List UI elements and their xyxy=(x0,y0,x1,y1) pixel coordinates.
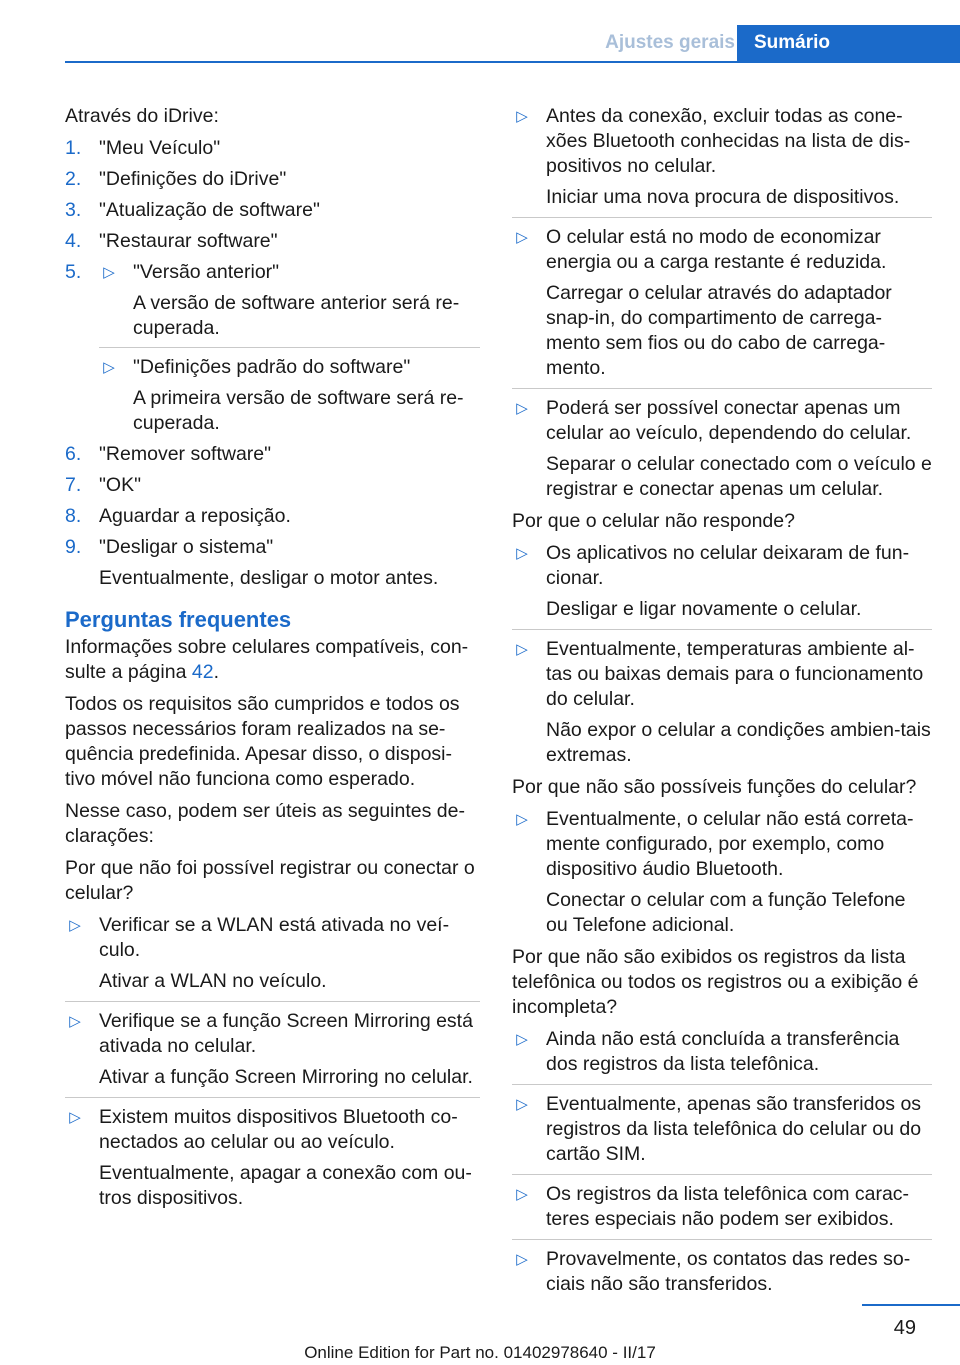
triangle-bullet-icon: ▷ xyxy=(516,1096,528,1113)
triangle-bullet-icon: ▷ xyxy=(69,917,81,934)
question: Por que não foi possível registrar ou conectar o celular? xyxy=(65,857,475,904)
list-item: ▷ Verifique se a função Screen Mirroring está ativada no celular. Ativar a função Screen Mirroring no celular. xyxy=(65,1009,480,1090)
page-number: 49 xyxy=(893,1317,916,1339)
section-tab[interactable]: Ajustes gerais xyxy=(605,32,735,53)
section-heading: Perguntas frequentes xyxy=(65,607,292,632)
question: Por que o celular não responde? xyxy=(512,510,795,532)
paragraph: Todos os requisitos são cumpridos e todos os passos necessários foram realizados na se-quência predefinida. Apesar disso, o disposi-tivo móvel não funciona como esperado. xyxy=(65,693,460,790)
divider xyxy=(512,388,932,389)
triangle-bullet-icon: ▷ xyxy=(516,1186,528,1203)
list-item: 6. "Remover software" xyxy=(65,443,272,465)
intro-text: Através do iDrive: xyxy=(65,105,219,127)
list-item: ▷ "Versão anterior" A versão de software anterior será re-cuperada. xyxy=(99,260,480,341)
page-header xyxy=(0,0,960,62)
list-item: ▷ Ainda não está concluída a transferência dos registros da lista telefônica. xyxy=(512,1027,932,1077)
list-item: ▷ O celular está no modo de economizar energia ou a carga restante é reduzida. Carregar o celular através do adaptador snap-in, do compartimento de carrega-mento sem fios ou do cabo de carrega-mento. xyxy=(512,225,932,381)
triangle-bullet-icon: ▷ xyxy=(69,1013,81,1030)
list-item: 3. "Atualização de software" xyxy=(65,199,320,221)
divider xyxy=(512,1239,932,1240)
triangle-bullet-icon: ▷ xyxy=(516,1031,528,1048)
steps-list xyxy=(65,136,480,591)
list-item: ▷ Eventualmente, apenas são transferidos os registros da lista telefônica do celular ou do cartão SIM. xyxy=(512,1092,932,1167)
divider xyxy=(512,1174,932,1175)
triangle-bullet-icon: ▷ xyxy=(516,641,528,658)
page-link[interactable]: 42 xyxy=(191,661,214,683)
divider xyxy=(512,629,932,630)
triangle-bullet-icon: ▷ xyxy=(516,229,528,246)
list-item: 8. Aguardar a reposição. xyxy=(65,505,291,527)
triangle-bullet-icon: ▷ xyxy=(69,1109,81,1126)
right-column xyxy=(512,104,932,1304)
list-item: ▷ Verificar se a WLAN está ativada no veí-culo. Ativar a WLAN no veículo. xyxy=(65,913,480,994)
triangle-bullet-icon: ▷ xyxy=(103,359,115,376)
list-item: ▷ Eventualmente, temperaturas ambiente al-tas ou baixas demais para o funcionamento do celular. Não expor o celular a condições ambien-tais extremas. xyxy=(512,637,932,768)
list-item: 7. "OK" xyxy=(65,474,142,496)
list-item: 5. ▷ "Versão anterior" A versão de software anterior será re-cuperada. ▷ "Definições padrão do software" A primeira versão de software será re-cuperada. xyxy=(65,260,480,436)
list-item: ▷ Eventualmente, o celular não está correta-mente configurado, por exemplo, como dispositivo áudio Bluetooth. Conectar o celular com a função Telefone ou Telefone adicional. xyxy=(512,807,932,938)
list-item: ▷ Os aplicativos no celular deixaram de fun-cionar. Desligar e ligar novamente o celular. xyxy=(512,541,932,622)
divider xyxy=(65,1097,480,1098)
divider xyxy=(65,1001,480,1002)
list-item: ▷ Existem muitos dispositivos Bluetooth co-nectados ao celular ou ao veículo. Eventualmente, apagar a conexão com ou-tros dispositivos. xyxy=(65,1105,480,1211)
edition-note: Online Edition for Part no. 01402978640 - II/17 xyxy=(304,1343,656,1362)
triangle-bullet-icon: ▷ xyxy=(516,108,528,125)
header-divider xyxy=(65,61,960,63)
list-item: ▷ Os registros da lista telefônica com carac-teres especiais não podem ser exibidos. xyxy=(512,1182,932,1232)
footer-divider xyxy=(862,1304,960,1306)
divider xyxy=(99,347,480,348)
list-item: 9. "Desligar o sistema" Eventualmente, desligar o motor antes. xyxy=(65,536,439,589)
list-item: ▷ Antes da conexão, excluir todas as cone-xões Bluetooth conhecidas na lista de dis-positivos no celular. Iniciar uma nova procura de dispositivos. xyxy=(512,104,932,210)
list-item: ▷ Poderá ser possível conectar apenas um celular ao veículo, dependendo do celular. Separar o celular conectado com o veículo e registrar e conectar apenas um celular. xyxy=(512,396,932,502)
paragraph: Nesse caso, podem ser úteis as seguintes de-clarações: xyxy=(65,800,465,847)
triangle-bullet-icon: ▷ xyxy=(516,545,528,562)
divider xyxy=(512,217,932,218)
triangle-bullet-icon: ▷ xyxy=(516,811,528,828)
info-paragraph: Informações sobre celulares compatíveis, con-sulte a página 42. xyxy=(65,636,469,683)
triangle-bullet-icon: ▷ xyxy=(516,400,528,417)
question: Por que não são exibidos os registros da lista telefônica ou todos os registros ou a exibição é incompleta? xyxy=(512,946,919,1018)
list-item: 2. "Definições do iDrive" xyxy=(65,168,287,190)
left-column xyxy=(65,104,480,1218)
list-item: 4. "Restaurar software" xyxy=(65,230,278,252)
toc-tab[interactable]: Sumário xyxy=(737,25,960,61)
triangle-bullet-icon: ▷ xyxy=(103,264,115,281)
question: Por que não são possíveis funções do celular? xyxy=(512,776,917,798)
divider xyxy=(512,1084,932,1085)
list-item: ▷ Provavelmente, os contatos das redes so-ciais não são transferidos. xyxy=(512,1247,932,1297)
triangle-bullet-icon: ▷ xyxy=(516,1251,528,1268)
list-item: ▷ "Definições padrão do software" A primeira versão de software será re-cuperada. xyxy=(99,355,480,436)
list-item: 1. "Meu Veículo" xyxy=(65,137,221,159)
